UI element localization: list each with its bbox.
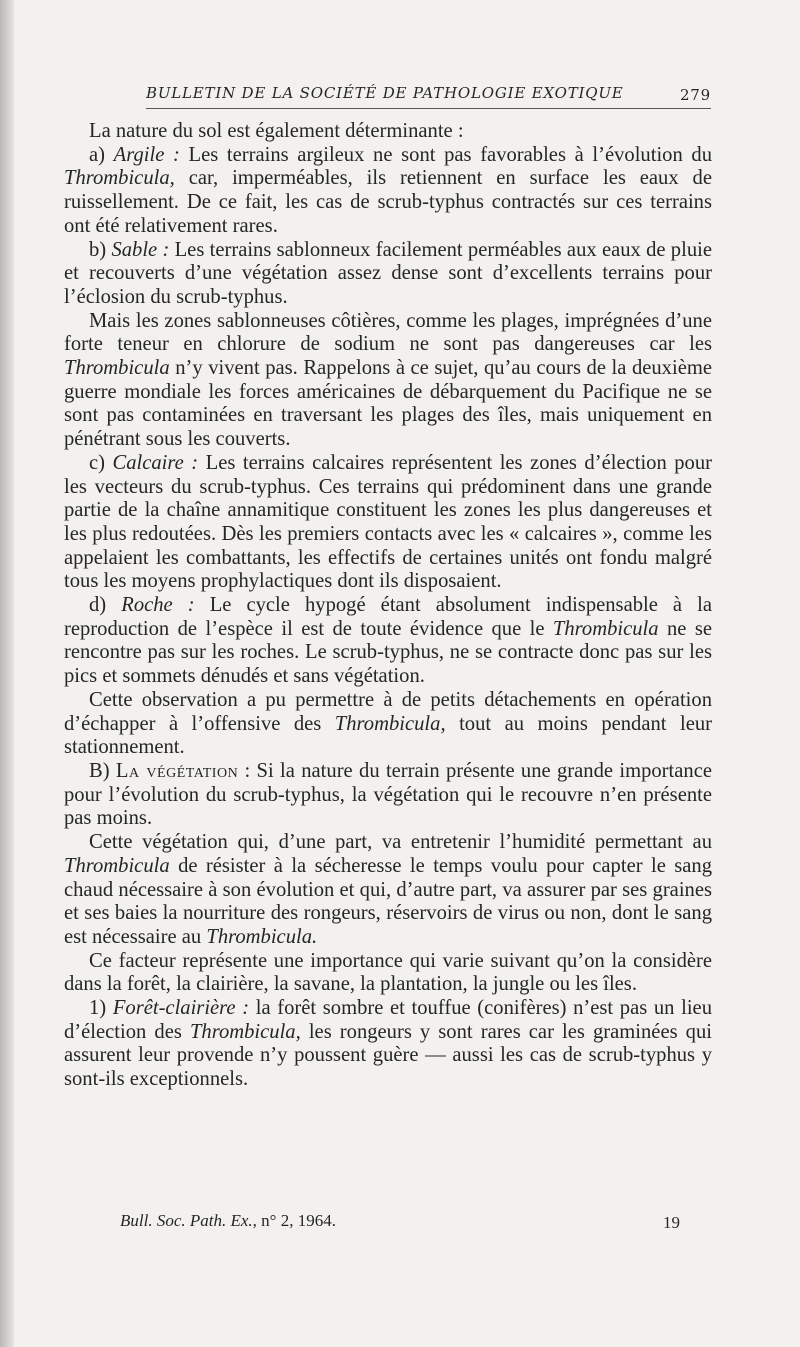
term: Calcaire : bbox=[112, 451, 199, 474]
signature-mark: 19 bbox=[663, 1213, 680, 1232]
page-number: 279 bbox=[679, 86, 711, 104]
genus-name: Thrombicula bbox=[552, 617, 659, 640]
paragraph: Cette observation a pu permettre à de petits détachements en opération d’échapper à l’offensive des Thrombicula, tout au moins pendant leur stationnement. bbox=[64, 688, 712, 759]
journal-citation: Bull. Soc. Path. Ex., n° 2, 1964. bbox=[120, 1211, 336, 1230]
paragraph-argile: a) Argile : Les terrains argileux ne sont pas favorables à l’évolution du Thrombicula, car, imperméables, ils retiennent en surface les eaux de ruissellement. De ce fait, les cas de scrub-typhus contractés sur ces terrains ont été relativement rares. bbox=[64, 143, 713, 237]
page-footer bbox=[120, 1211, 680, 1239]
paragraph: Mais les zones sablonneuses côtières, comme les plages, imprégnées d’une forte teneur en chlorure de sodium ne sont pas dangereuses car les Thrombicula n’y vivent pas. Rappelons à ce sujet, qu’au cours de la deuxième guerre mondiale les forces américaines de débarquement du Pacifique ne se sont pas contaminées en traversant les plages des îles, mais uniquement en pénétrant sous les couverts. bbox=[64, 309, 712, 451]
paragraph: Ce facteur représente une importance qui varie suivant qu’on la considère dans la forêt, la clairière, la savane, la plantation, la jungle ou les îles. bbox=[64, 949, 712, 996]
paragraph: Cette végétation qui, d’une part, va entretenir l’humidité permettant au Thrombicula de résister à la sécheresse le temps voulu pour capter le sang chaud nécessaire à son évolution et qui, d’autre part, va assurer par ses graines et ses baies la nourriture des rongeurs, réservoirs de virus ou non, dont le sang est nécessaire au Thrombicula. bbox=[64, 831, 712, 948]
term: Argile : bbox=[113, 143, 180, 166]
paragraph-roche: d) Roche : Le cycle hypogé étant absolument indispensable à la reproduction de l’espèce il est de toute évidence que le Thrombicula ne se rencontre pas sur les roches. Le scrub-typhus, ne se contracte donc pas sur les pics et sommets dénudés et sans végétation. bbox=[64, 594, 713, 688]
term: Forêt-clairière : bbox=[112, 997, 250, 1020]
paragraph-sable: b) Sable : Les terrains sablonneux facilement perméables aux eaux de pluie et recouverts d’une végétation assez dense sont d’excellents terrains pour l’éclosion du scrub-typhus. bbox=[64, 238, 712, 308]
term: Roche : bbox=[121, 594, 195, 617]
running-title: BULLETIN DE LA SOCIÉTÉ DE PATHOLOGIE EXOTIQUE bbox=[146, 84, 624, 102]
genus-name: Thrombicula bbox=[64, 357, 170, 380]
running-header bbox=[146, 84, 711, 110]
page-binding-edge bbox=[0, 0, 14, 1347]
paragraph-foret: 1) Forêt-clairière : la forêt sombre et touffue (conifères) n’est pas un lieu d’élection des Thrombicula, les rongeurs y sont rares car les graminées qui assurent leur provende n’y poussent guère — aussi les cas de scrub-typhus y sont-ils exceptionnels. bbox=[64, 997, 712, 1091]
genus-name: Thrombicula, bbox=[64, 167, 175, 190]
header-rule bbox=[146, 108, 711, 109]
genus-name: Thrombicula bbox=[64, 854, 170, 877]
term: Sable : bbox=[111, 238, 170, 261]
body-text bbox=[64, 120, 712, 1092]
genus-name: Thrombicula, bbox=[334, 712, 446, 735]
genus-name: Thrombicula, bbox=[189, 1020, 301, 1043]
issue-info: , n° 2, 1964. bbox=[252, 1211, 336, 1230]
section-heading: La végétation bbox=[115, 759, 239, 782]
paragraph-calcaire: c) Calcaire : Les terrains calcaires représentent les zones d’élection pour les vecteurs du scrub-typhus. Ces terrains qui prédominent dans une grande partie de la chaîne annamitique constituent les zones les plus dangereuses et les plus redoutées. Dès les premiers contacts avec les « calcaires », comme les appelaient les combattants, les effectifs de certaines unités ont fondu malgré tous les moyens prophylactiques dont ils disposaient. bbox=[64, 451, 712, 593]
paragraph-vegetation: B) La végétation : Si la nature du terrain présente une grande importance pour l’évolution du scrub-typhus, la végétation qui le recouvre n’en présente pas moins. bbox=[64, 759, 712, 830]
genus-name: Thrombicula. bbox=[206, 925, 318, 948]
paragraph: La nature du sol est également déterminante : bbox=[89, 120, 464, 142]
